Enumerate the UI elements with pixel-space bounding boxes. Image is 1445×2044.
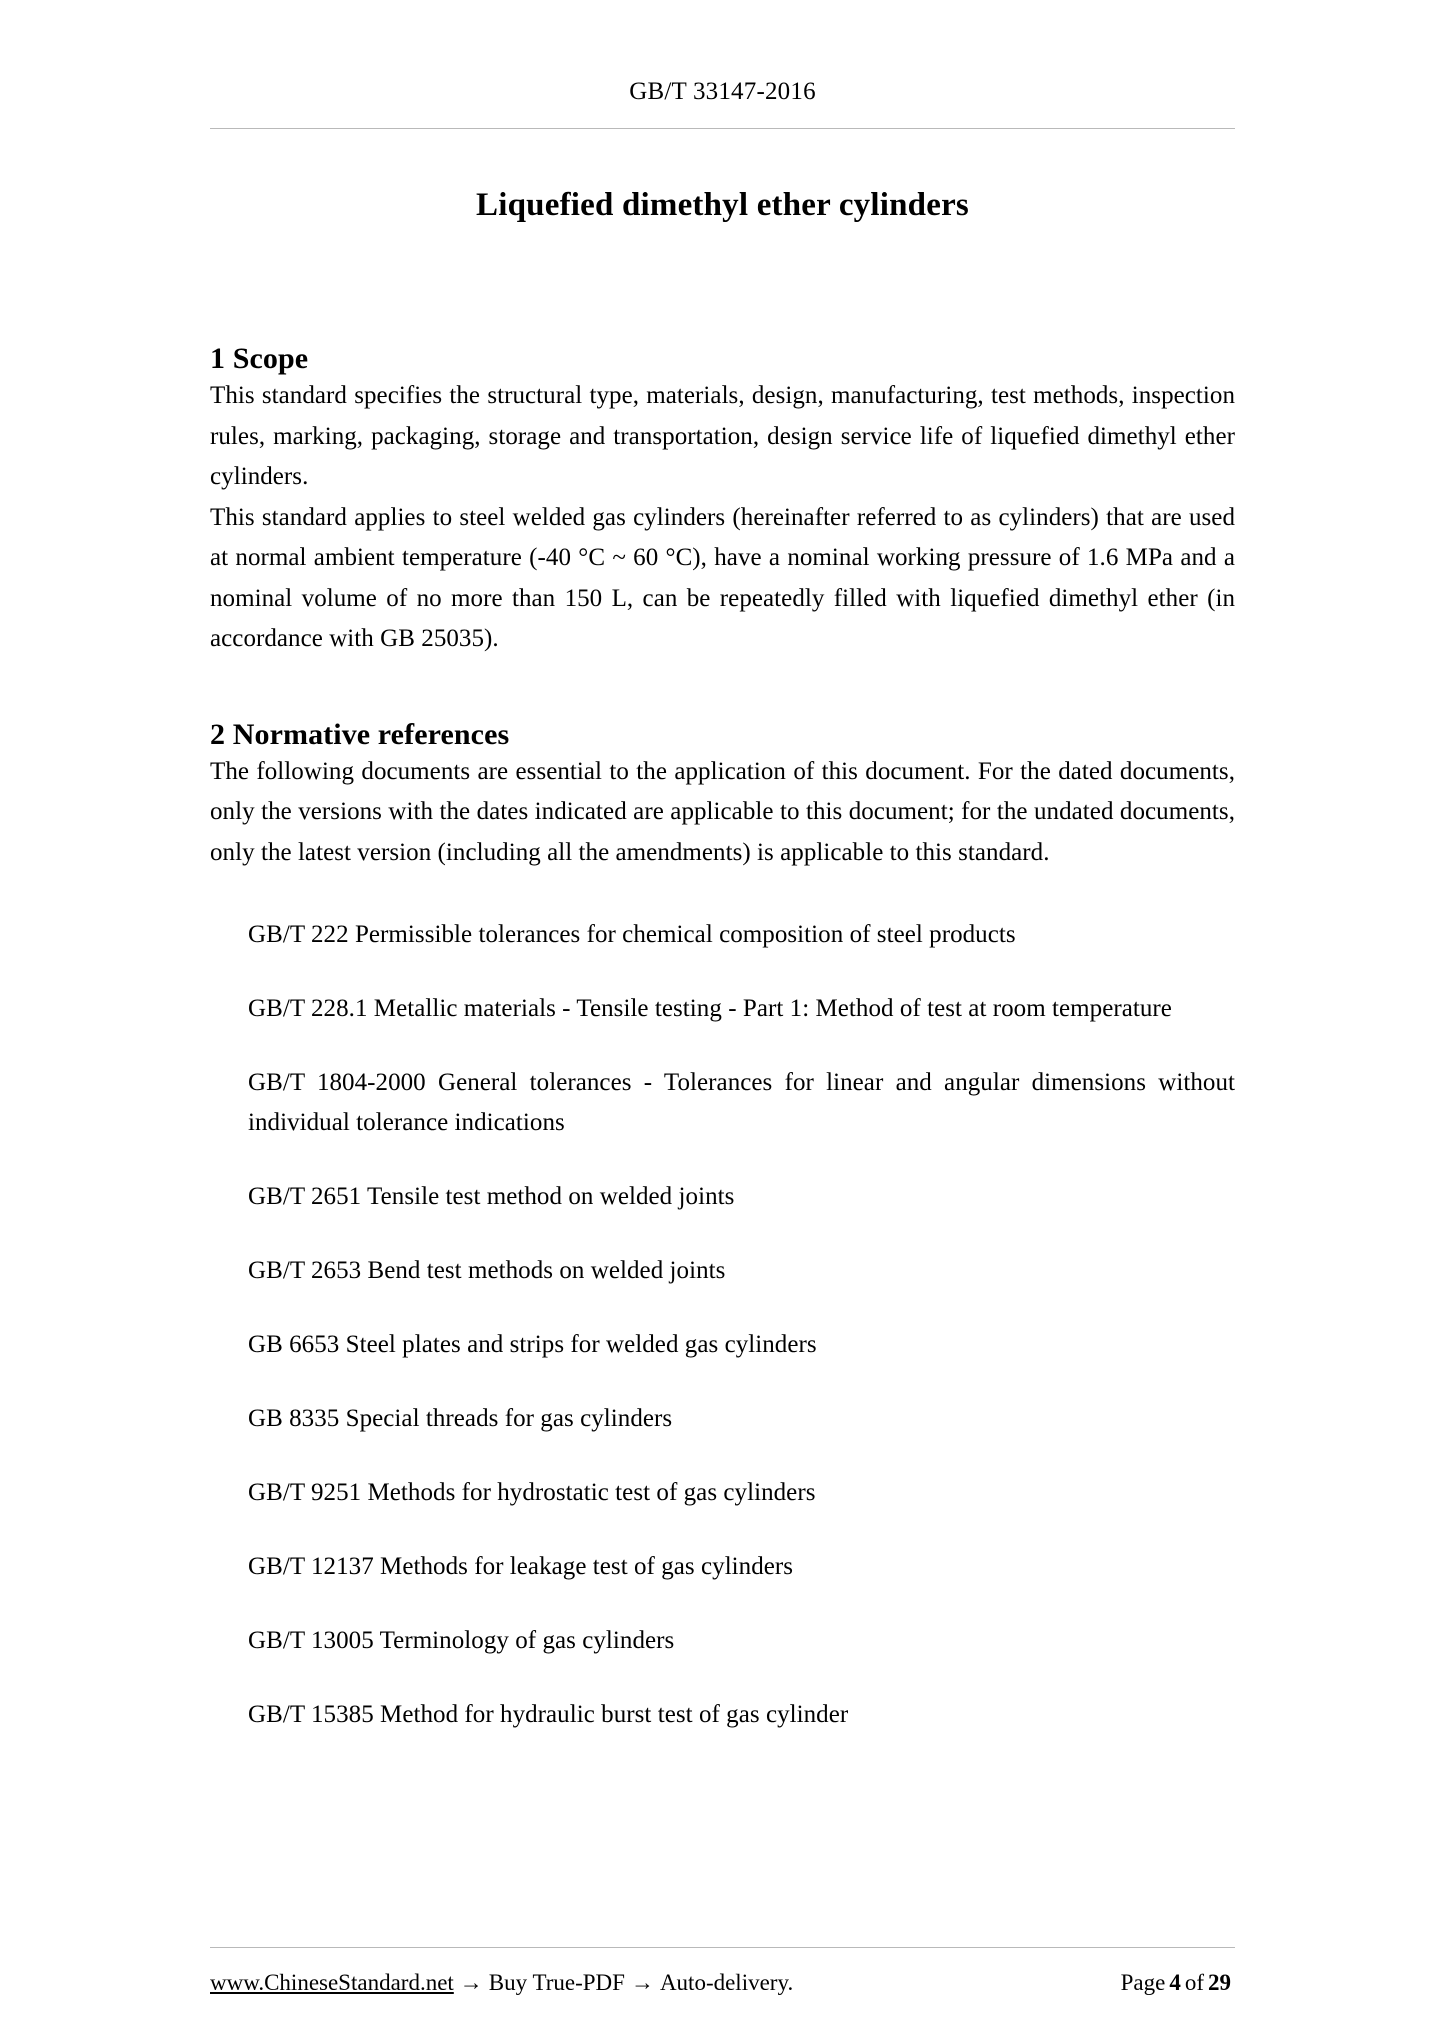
document-body <box>210 129 1235 1841</box>
list-item: GB/T 15385 Method for hydraulic burst test of gas cylinder <box>248 1701 849 1728</box>
section-normative-references <box>210 718 1235 1736</box>
list-item: GB 8335 Special threads for gas cylinders <box>248 1405 673 1432</box>
section-heading-scope: 1 Scope <box>210 342 309 375</box>
website-link[interactable]: www.ChineseStandard.net <box>210 1970 454 1995</box>
layout-spacer <box>0 1841 1445 1947</box>
footer-promo <box>210 1970 1121 1996</box>
footer-promo-text-1: Buy True-PDF <box>488 1970 625 1995</box>
of-label: of <box>1184 1970 1204 1995</box>
list-item: GB/T 12137 Methods for leakage test of gas cylinders <box>248 1553 794 1580</box>
section-heading-normative-references: 2 Normative references <box>210 717 510 751</box>
arrow-right-icon: → <box>459 1970 483 1995</box>
list-item: GB/T 9251 Methods for hydrostatic test of gas cylinders <box>248 1479 816 1506</box>
list-item: GB/T 2651 Tensile test method on welded joints <box>248 1183 735 1210</box>
page-label: Page <box>1120 1970 1166 1995</box>
total-pages: 29 <box>1208 1970 1231 1995</box>
normative-reference-list <box>210 915 1235 1735</box>
list-item: GB/T 222 Permissible tolerances for chemical composition of steel products <box>248 921 1016 948</box>
scope-paragraph-1: This standard specifies the structural type, materials, design, manufacturing, test methods, inspection rules, marking, packaging, storage and transportation, design service life of liquefied dimethyl ether cylinders. <box>210 382 1235 490</box>
list-item: GB/T 1804-2000 General tolerances - Tolerances for linear and angular dimensions without individual tolerance indications <box>248 1069 1235 1136</box>
page-title: Liquefied dimethyl ether cylinders <box>476 187 969 223</box>
list-item: GB/T 2653 Bend test methods on welded joints <box>248 1257 726 1284</box>
list-item: GB 6653 Steel plates and strips for welded gas cylinders <box>248 1331 817 1358</box>
page-header <box>0 0 1445 106</box>
footer-promo-text-2: Auto-delivery. <box>659 1970 794 1995</box>
scope-paragraph-2: This standard applies to steel welded gas cylinders (hereinafter referred to as cylinders) that are used at normal ambient temperature (-40 °C ~ 60 °C), have a nominal working pressure of 1.6 MPa and a nominal volume of no more than 150 L, can be repeatedly filled with liquefied dimethyl ether (in accordance with GB 25035). <box>210 503 1235 652</box>
standard-code: GB/T 33147-2016 <box>629 78 816 105</box>
list-item: GB/T 228.1 Metallic materials - Tensile testing - Part 1: Method of test at room temperature <box>248 995 1172 1022</box>
section-scope <box>210 342 1235 660</box>
page-number: 4 <box>1169 1970 1181 1995</box>
normative-paragraph-1: The following documents are essential to the application of this document. For the dated documents, only the versions with the dates indicated are applicable to this document; for the undated documents, only the latest version (including all the amendments) is applicable to this standard. <box>210 757 1235 866</box>
arrow-right-icon-2: → <box>630 1970 654 1995</box>
page-indicator <box>1121 1970 1235 1996</box>
list-item: GB/T 13005 Terminology of gas cylinders <box>248 1627 675 1654</box>
page-footer <box>210 1948 1235 2044</box>
